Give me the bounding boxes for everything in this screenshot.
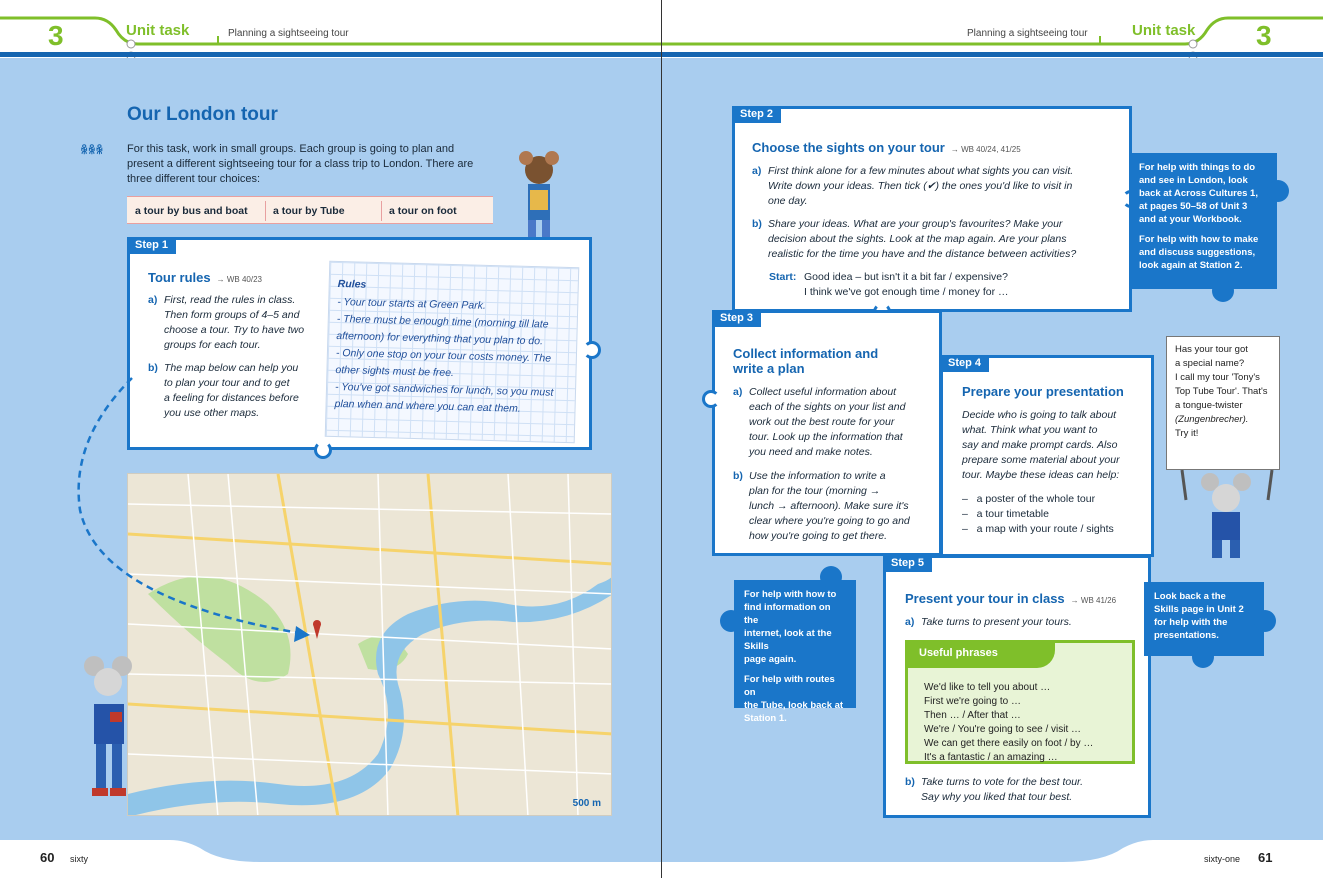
bullet-item: – a poster of the whole tour [962,493,1096,505]
item-label: b) [733,470,743,482]
step-5-item-b [905,775,1135,807]
help-box-presentations [1144,582,1264,656]
help-box-cultures [1129,153,1277,289]
help-line: Station 1. [744,713,787,724]
puzzle-knob [1254,610,1276,632]
intro-line-1: For this task, work in small groups. Each group is going to plan and [127,143,455,155]
page-number-word: sixty-one [1204,854,1241,864]
line: I think we've got enough time / money for … [804,286,1009,298]
line: Collect useful information about [749,386,897,398]
step-2-heading [752,140,1021,155]
help-line: look again at Station 2. [1139,260,1243,271]
group-work-icon: ꆜꆜꆜ [80,145,103,157]
line: First think alone for a few minutes about what sights you can visit. [768,165,1074,177]
step-1-heading-text: Tour rules [148,270,211,285]
phrase: Then … / After that … [924,710,1021,721]
puzzle-knob [702,390,720,408]
bullet-text: a tour timetable [976,508,1049,520]
item-text [749,469,910,544]
right-page [662,0,1323,878]
help-line: For help with how to make [1139,234,1259,245]
choice-divider [265,201,266,221]
unit-number: 3 [1256,20,1272,51]
line: plan for the tour (morning → [749,485,881,497]
unit-number: 3 [48,20,64,51]
bullet-text: a poster of the whole tour [976,493,1096,505]
item-label: b) [905,776,915,788]
workbook-ref: → WB 40/23 [216,275,262,284]
line: groups for each tour. [164,339,261,351]
step-4-heading: Prepare your presentation [962,384,1124,399]
puzzle-knob [1267,180,1289,202]
step-4-tag: Step 4 [940,355,989,372]
intro-line-2: present a different sightseeing tour for a class trip to London. There are [127,158,474,170]
line: how you're going to get there. [749,530,888,542]
dashed-arrow [70,370,330,650]
line: Decide who is going to talk about [962,409,1117,421]
header-blue-line [662,52,1323,57]
notice-line: Has your tour got [1175,344,1248,355]
rules-title: Rules [337,277,367,291]
phrase: We can get there easily on foot / by … [924,738,1094,749]
help-line: for help with the [1154,617,1228,628]
line: tour. Maybe these ideas can help: [962,469,1120,481]
item-label: b) [752,218,762,230]
line: you use other maps. [164,407,260,419]
start-text [804,270,1009,300]
map-scale: 500 m [572,798,601,809]
tour-choices [127,196,493,224]
step-2-tag: Step 2 [732,106,781,123]
help-line: page again. [744,654,797,665]
step-5-tag: Step 5 [883,555,932,572]
step-5-heading [905,591,1116,606]
item-label: a) [905,616,915,628]
header-subtitle: Planning a sightseeing tour [228,28,349,39]
line: Use the information to write a [749,470,886,482]
line: Take turns to vote for the best tour. [921,776,1084,788]
item-text [768,217,1076,262]
help-line: Look back a the [1154,591,1226,602]
notice-line: a special name? [1175,358,1245,369]
item-text [921,775,1083,805]
choice-foot: a tour on foot [389,205,457,217]
line: decision about the sights. Look at the map again. Are your plans [768,233,1067,245]
notice-line: I call my tour 'Tony's [1175,372,1260,383]
item-text [768,164,1073,209]
header-subtitle: Planning a sightseeing tour [967,28,1088,39]
puzzle-knob [1192,646,1214,668]
left-page [0,0,661,878]
header-blue-line [0,52,661,57]
choice-bus-boat: a tour by bus and boat [135,205,248,217]
help-line: at pages 50–58 of Unit 3 [1139,201,1248,212]
rules-line: plan when and where you can eat them. [334,397,521,415]
start-label: Start: [769,271,797,283]
rules-line: - You've got sandwiches for lunch, so you must [334,380,554,399]
line: choose a tour. Try to have two [164,324,305,336]
phrase: We're / You're going to see / visit … [924,724,1082,735]
line: Say why you liked that tour best. [921,791,1073,803]
notice-line: a tongue-twister [1175,400,1243,411]
page-footer [0,840,661,878]
step-5-item-a [905,615,1135,631]
boy-mouse-illustration [78,652,134,804]
footer-decoration [0,840,661,878]
item-label: b) [148,362,158,374]
line: one day. [768,195,808,207]
puzzle-knob [583,341,601,359]
help-line: Skills page in Unit 2 [1154,604,1244,615]
puzzle-knob [820,566,842,588]
rules-line: other sights must be free. [335,363,455,380]
page-number: 60 [40,850,55,865]
unit-task-label: Unit task [1132,22,1196,39]
step-1-tag: Step 1 [127,237,176,254]
help-line: the Tube, look back at [744,700,844,711]
line: to plan your tour and to get [164,377,290,389]
item-label: a) [733,386,743,398]
page-title: Our London tour [127,104,278,125]
help-line: and discuss suggestions, [1139,247,1256,258]
line: clear where you're going to go and [749,515,910,527]
line: say and make prompt cards. Also [962,439,1118,451]
line: you need and make notes. [749,446,873,458]
useful-phrases-title: Useful phrases [905,640,1055,668]
bullet-text: a map with your route / sights [976,523,1114,535]
intro-line-3: three different tour choices: [127,173,261,185]
line: Write down your ideas. Then tick (✔) the ones you'd like to visit in [768,180,1073,192]
rules-line: - Only one stop on your tour costs money. The [335,346,552,365]
line: First, read the rules in class. [164,294,296,306]
item-text [749,385,905,460]
tony-notice-board [1166,336,1280,470]
workbook-ref: → WB 40/24, 41/25 [950,145,1021,154]
phrase: We'd like to tell you about … [924,682,1051,693]
line: what. Think what you want to [962,424,1098,436]
puzzle-knob [720,610,742,632]
choice-tube: a tour by Tube [273,205,345,217]
page-number-word: sixty [70,854,88,864]
page-number: 61 [1258,850,1273,865]
help-line: presentations. [1154,630,1219,641]
help-line: For help with routes on [744,674,835,698]
line: Good idea – but isn't it a bit far / expensive? [804,271,1008,283]
choice-divider [381,201,382,221]
line: work out the best route for your [749,416,895,428]
step-1-item-a [148,293,328,355]
step-3-item-b [733,469,933,545]
page-header [0,0,661,58]
help-box-skills [734,580,856,724]
puzzle-knob [1212,280,1234,302]
unit-task-label: Unit task [126,22,190,39]
heading-line: Collect information and [733,346,879,361]
item-text [164,293,304,353]
step-3-tag: Step 3 [712,310,761,327]
help-line: find information on the [744,602,831,626]
help-line: internet, look at the Skills [744,628,832,652]
spacer [1139,226,1267,233]
page-header [662,0,1323,58]
step-5-heading-text: Present your tour in class [905,591,1065,606]
workbook-ref: → WB 41/26 [1070,596,1117,605]
help-line: For help with how to [744,589,837,600]
line: Then form groups of 4–5 and [164,309,300,321]
line: each of the sights on your list and [749,401,906,413]
bullet-item: – a map with your route / sights [962,523,1114,535]
step-2-heading-text: Choose the sights on your tour [752,140,945,155]
step-2-start [769,270,1109,302]
phrase: It's a fantastic / an amazing … [924,752,1058,763]
notice-line: (Zungenbrecher). [1175,414,1249,425]
step-1-heading [148,270,262,285]
help-line: back at Across Cultures 1, [1139,188,1258,199]
line: Share your ideas. What are your group's favourites? Make your [768,218,1063,230]
step-2-item-a [752,164,1112,210]
line: lunch → afternoon). Make sure it's [749,500,909,512]
phrase: First we're going to … [924,696,1021,707]
item-label: a) [752,165,762,177]
rules-line: afternoon) for everything that you plan to do. [336,329,544,348]
rules-note [325,261,580,443]
item-label: a) [148,294,158,306]
spacer [744,666,846,673]
help-line: For help with things to do [1139,162,1256,173]
line: realistic for the time you have and the distance between activities? [768,248,1077,260]
step-2-item-b [752,217,1112,263]
notice-line: Try it! [1175,428,1199,439]
line: a feeling for distances before [164,392,299,404]
item-text: Take turns to present your tours. [921,616,1072,628]
notice-line: Top Tube Tour'. That's [1175,386,1268,397]
help-line: and see in London, look [1139,175,1248,186]
step-4-text [962,408,1152,484]
heading-line: write a plan [733,361,805,376]
step-3-heading [733,346,878,376]
line: The map below can help you [164,362,299,374]
step-3-item-a [733,385,933,461]
bullet-item: – a tour timetable [962,508,1049,520]
line: prepare some material about your [962,454,1120,466]
help-line: and at your Workbook. [1139,214,1242,225]
rules-line: - Your tour starts at Green Park. [337,295,487,312]
rules-line: - There must be enough time (morning till late [336,312,549,331]
step-4-bullets [962,492,1152,540]
line: tour. Look up the information that [749,431,903,443]
tony-mouse-illustration [1172,470,1282,560]
